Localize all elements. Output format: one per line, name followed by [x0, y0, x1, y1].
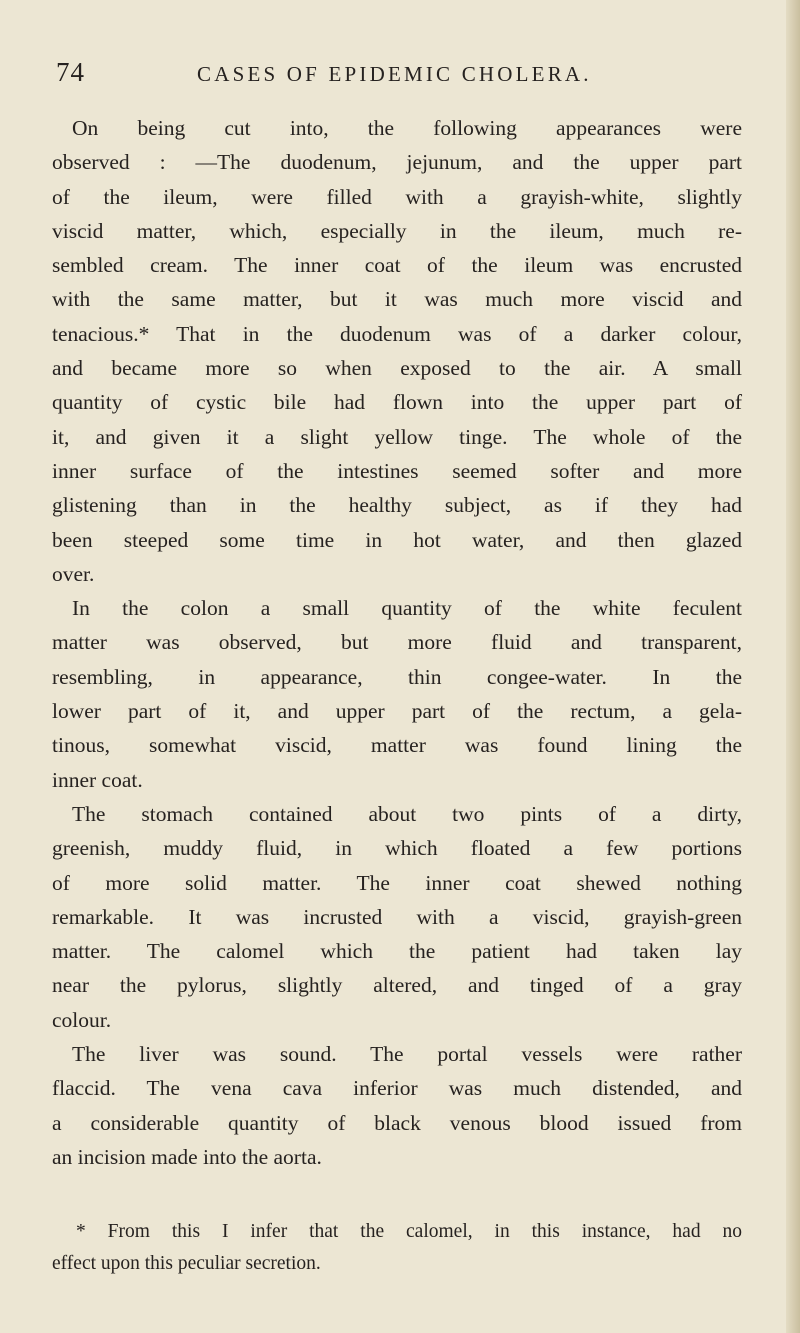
text-line: of the ileum, were filled with a grayish-white, slightly	[52, 184, 742, 209]
text-line: greenish, muddy fluid, in which floated a few portions	[52, 836, 742, 861]
footnote-line: effect upon this peculiar secretion.	[52, 1253, 321, 1274]
page-number: 74	[56, 57, 85, 87]
text-line: of more solid matter. The inner coat shewed nothing	[52, 870, 742, 895]
text-line: and became more so when exposed to the air. A small	[52, 356, 742, 381]
text-line: The stomach contained about two pints of a dirty,	[72, 801, 742, 826]
body-text	[52, 111, 742, 1174]
text-line: sembled cream. The inner coat of the ileum was encrusted	[52, 253, 742, 278]
text-line: tinous, somewhat viscid, matter was found lining the	[52, 733, 742, 758]
page-header	[0, 57, 800, 97]
text-line: flaccid. The vena cava inferior was much distended, and	[52, 1076, 742, 1101]
text-line: observed : —The duodenum, jejunum, and the upper part	[52, 150, 742, 175]
text-line: lower part of it, and upper part of the rectum, a gela-	[52, 699, 742, 724]
text-line: inner coat.	[52, 767, 143, 792]
text-line: inner surface of the intestines seemed softer and more	[52, 458, 742, 483]
text-line: it, and given it a slight yellow tinge. The whole of the	[52, 424, 742, 449]
text-line: near the pylorus, slightly altered, and tinged of a gray	[52, 973, 742, 998]
text-line: colour.	[52, 1007, 112, 1032]
footnote-line: * From this I infer that the calomel, in this instance, had no	[76, 1221, 742, 1242]
text-line: glistening than in the healthy subject, as if they had	[52, 493, 742, 518]
running-title: CASES OF EPIDEMIC CHOLERA.	[197, 62, 592, 86]
text-line: remarkable. It was incrusted with a viscid, grayish-green	[52, 904, 742, 929]
text-line: resembling, in appearance, thin congee-water. In the	[52, 664, 742, 689]
text-line: viscid matter, which, especially in the ileum, much re-	[52, 218, 742, 243]
text-line: quantity of cystic bile had flown into the upper part of	[52, 390, 742, 415]
text-line: In the colon a small quantity of the white feculent	[72, 596, 742, 621]
text-line: tenacious.* That in the duodenum was of a darker colour,	[52, 321, 742, 346]
text-line: matter. The calomel which the patient had taken lay	[52, 939, 742, 964]
text-line: with the same matter, but it was much more viscid and	[52, 287, 742, 312]
text-line: an incision made into the aorta.	[52, 1144, 322, 1169]
text-line: over.	[52, 561, 95, 586]
text-line: The liver was sound. The portal vessels were rather	[72, 1042, 742, 1067]
text-line: been steeped some time in hot water, and then glazed	[52, 527, 742, 552]
footnote	[52, 1216, 742, 1280]
text-line: a considerable quantity of black venous blood issued from	[52, 1110, 742, 1135]
text-line: matter was observed, but more fluid and transparent,	[52, 630, 742, 655]
page-edge	[786, 0, 800, 1333]
text-line: On being cut into, the following appearances were	[72, 116, 742, 140]
